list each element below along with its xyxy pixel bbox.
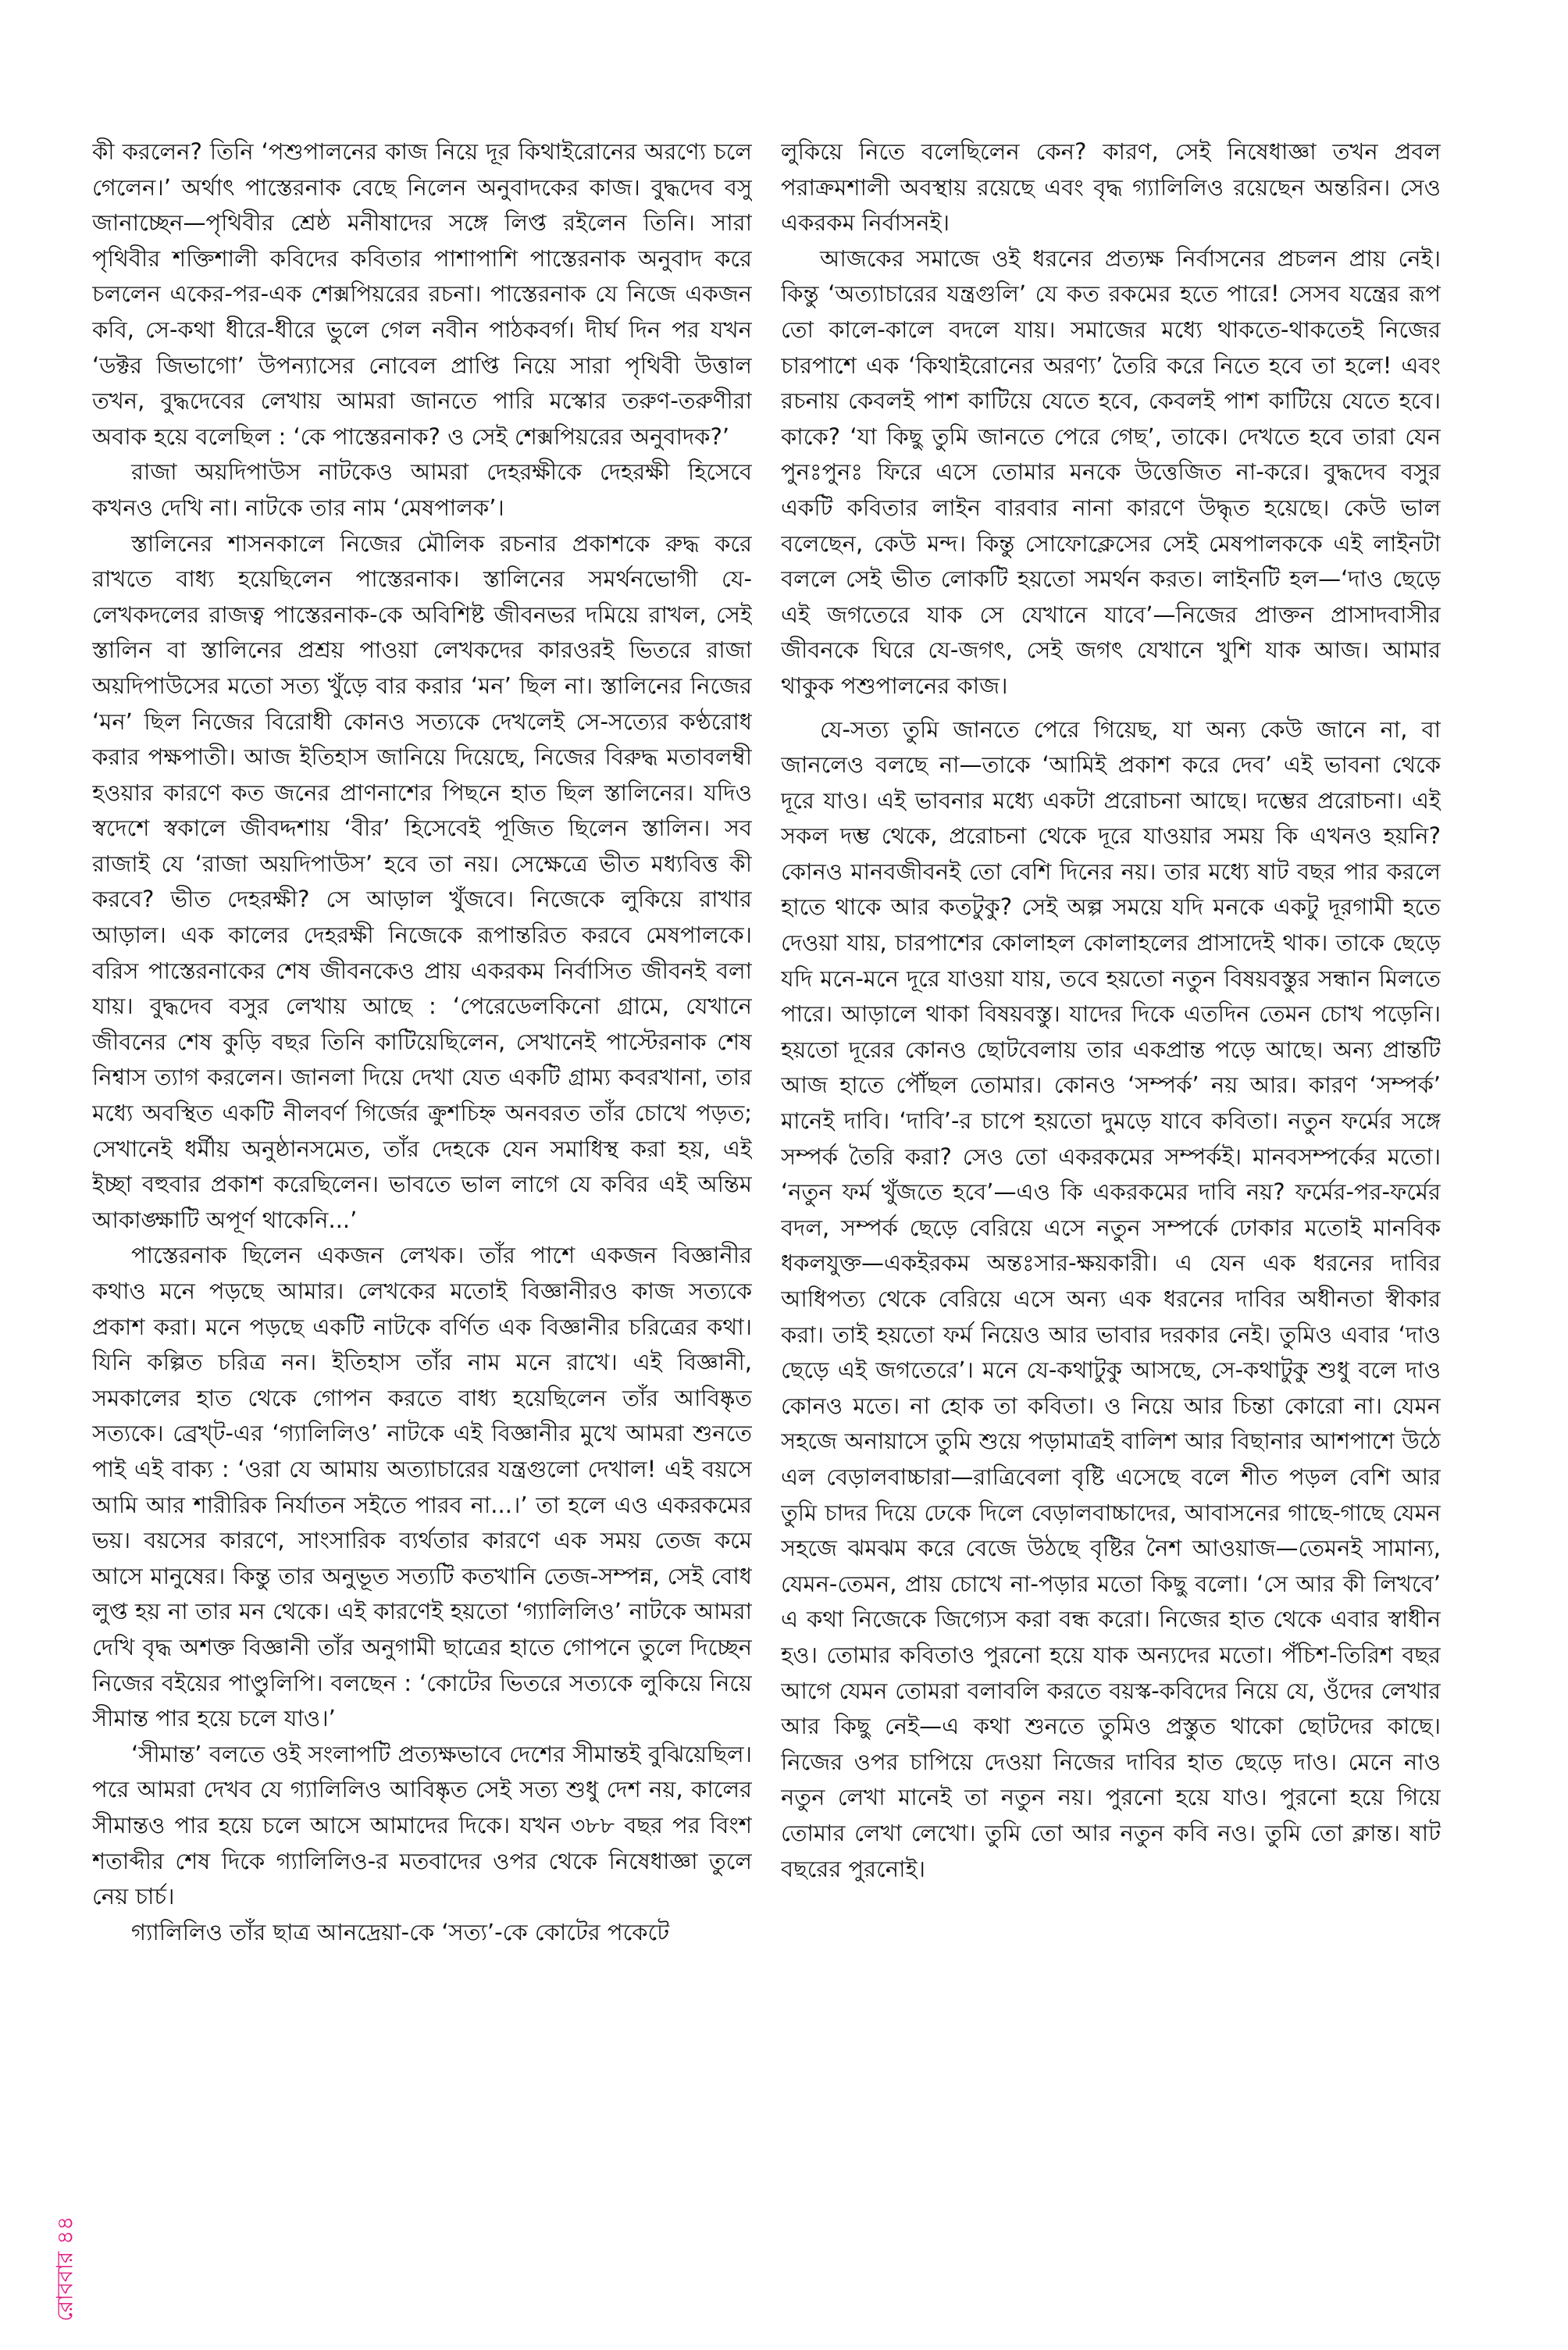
left-text-column (92, 134, 752, 2196)
paragraph: ‘সীমান্ত’ বলতে ওই সংলাপটি প্রত্যক্ষভাবে দেশের সীমান্তই বুঝিয়েছিল। পরে আমরা দেখব যে গ্যালিলিও আবিষ্কৃত সেই সত্য শুধু দেশ নয়, কালের সীমান্তও পার হয়ে চলে আসে আমাদের দিকে। যখন ৩৮৮ বছর পর বিংশ শতাব্দীর শেষ দিকে গ্যালিলিও-র মতবাদের ওপর থেকে নিষেধাজ্ঞা তুলে নেয় চার্চ। (92, 1740, 752, 1910)
paragraph: গ্যালিলিও তাঁর ছাত্র আনদ্রেয়া-কে ‘সত্য’-কে কোটের পকেটে (131, 1918, 670, 1945)
magazine-name: রোববার (52, 2251, 78, 2322)
paragraph: লুকিয়ে নিতে বলেছিলেন কেন? কারণ, সেই নিষেধাজ্ঞা তখন প্রবল পরাক্রমশালী অবস্থায় রয়েছে এবং বৃদ্ধ গ্যালিলিও রয়েছেন অন্তরিন। সেও একরকম নির্বাসনই। (781, 138, 1441, 237)
paragraph: আজকের সমাজে ওই ধরনের প্রত্যক্ষ নির্বাসনের প্রচলন প্রায় নেই। কিন্তু ‘অত্যাচারের যন্ত্রগুলি’ যে কত রকমের হতে পারে! সেসব যন্ত্রের রূপ তো কালে-কালে বদলে যায়। সমাজের মধ্যে থাকতে-থাকতেই নিজের চারপাশে এক ‘কিথাইরোনের অরণ্য’ তৈরি করে নিতে হবে তা হলে! এবং রচনায় কেবলই পাশ কাটিয়ে যেতে হবে, কেবলই পাশ কাটিয়ে যেতে হবে। কাকে? ‘যা কিছু তুমি জানতে পেরে গেছ’, তাকে। দেখতে হবে তারা যেন পুনঃপুনঃ ফিরে এসে তোমার মনকে উত্তেজিত না-করে। বুদ্ধদেব বসুর একটি কবিতার লাইন বারবার নানা কারণে উদ্ধৃত হয়েছে। কেউ ভাল বলেছেন, কেউ মন্দ। কিন্তু সোফোক্লেসের সেই মেষপালককে এই লাইনটা বললে সেই ভীত লোকটি হয়তো সমর্থন করত। লাইনটি হল—‘দাও ছেড়ে এই জগতেরে যাক সে যেখানে যাবে’—নিজের প্রাক্তন প্রাসাদবাসীর জীবনকে ঘিরে যে-জগৎ, সেই জগৎ যেখানে খুশি যাক আজ। আমার থাকুক পশুপালনের কাজ। (781, 244, 1441, 699)
page-number: ৪৪ (52, 2216, 78, 2245)
folio-text (48, 2216, 85, 2322)
paragraph: স্তালিনের শাসনকালে নিজের মৌলিক রচনার প্রকাশকে রুদ্ধ করে রাখতে বাধ্য হয়েছিলেন পাস্তেরনাক। স্তালিনের সমর্থনভোগী যে-লেখকদলের রাজত্ব পাস্তেরনাক-কে অবিশিষ্ট জীবনভর দমিয়ে রাখল, সেই স্তালিন বা স্তালিনের প্রশ্রয় পাওয়া লেখকদের কারওরই ভিতরে রাজা অয়দিপাউসের মতো সত্য খুঁড়ে বার করার ‘মন’ ছিল না। স্তালিনের নিজের ‘মন’ ছিল নিজের বিরোধী কোনও সত্যকে দেখলেই সে-সত্যের কণ্ঠরোধ করার পক্ষপাতী। আজ ইতিহাস জানিয়ে দিয়েছে, নিজের বিরুদ্ধ মতাবলম্বী হওয়ার কারণে কত জনের প্রাণনাশের পিছনে হাত ছিল স্তালিনের। যদিও স্বদেশে স্বকালে জীবদ্দশায় ‘বীর’ হিসেবেই পূজিত ছিলেন স্তালিন। সব রাজাই যে ‘রাজা অয়দিপাউস’ হবে তা নয়। সেক্ষেত্রে ভীত মধ্যবিত্ত কী করবে? ভীত দেহরক্ষী? সে আড়াল খুঁজবে। নিজেকে লুকিয়ে রাখার আড়াল। এক কালের দেহরক্ষী নিজেকে রূপান্তরিত করবে মেষপালকে। বরিস পাস্তেরনাকের শেষ জীবনকেও প্রায় একরকম নির্বাসিত জীবনই বলা যায়। বুদ্ধদেব বসুর লেখায় আছে : ‘পেরেডেলকিনো গ্রামে, যেখানে জীবনের শেষ কুড়ি বছর তিনি কাটিয়েছিলেন, সেখানেই পাস্টেরনাক শেষ নিশ্বাস ত্যাগ করলেন। জানলা দিয়ে দেখা যেত একটি গ্রাম্য কবরখানা, তার মধ্যে অবস্থিত একটি নীলবর্ণ গির্জের ক্রুশচিহ্ন অনবরত তাঁর চোখে পড়ত; সেখানেই ধর্মীয় অনুষ্ঠানসমেত, তাঁর দেহকে যেন সমাধিস্থ করা হয়, এই ইচ্ছা বহুবার প্রকাশ করেছিলেন। ভাবতে ভাল লাগে যে কবির এই অন্তিম আকাঙ্ক্ষাটি অপূর্ণ থাকেনি...’ (92, 530, 752, 1233)
page-folio (47, 2210, 86, 2327)
paragraph: রাজা অয়দিপাউস নাটকেও আমরা দেহরক্ষীকে দেহরক্ষী হিসেবে কখনও দেখি না। নাটকে তার নাম ‘মেষপালক’। (92, 458, 752, 521)
right-text-column (781, 134, 1441, 2196)
paragraph: কী করলেন? তিনি ‘পশুপালনের কাজ নিয়ে দূর কিথাইরোনের অরণ্যে চলে গেলেন।’ অর্থাৎ পাস্তেরনাক বেছে নিলেন অনুবাদকের কাজ। বুদ্ধদেব বসু জানাচ্ছেন—পৃথিবীর শ্রেষ্ঠ মনীষাদের সঙ্গে লিপ্ত রইলেন তিনি। সারা পৃথিবীর শক্তিশালী কবিদের কবিতার পাশাপাশি পাস্তেরনাক অনুবাদ করে চললেন একের-পর-এক শেক্সপিয়রের রচনা। পাস্তেরনাক যে নিজে একজন কবি, সে-কথা ধীরে-ধীরে ভুলে গেল নবীন পাঠকবর্গ। দীর্ঘ দিন পর যখন ‘ডক্টর জিভাগো’ উপন্যাসের নোবেল প্রাপ্তি নিয়ে সারা পৃথিবী উত্তাল তখন, বুদ্ধদেবের লেখায় আমরা জানতে পারি মস্কোর তরুণ-তরুণীরা অবাক হয়ে বলেছিল : ‘কে পাস্তেরনাক? ও সেই শেক্সপিয়রের অনুবাদক?’ (92, 138, 752, 450)
paragraph: পাস্তেরনাক ছিলেন একজন লেখক। তাঁর পাশে একজন বিজ্ঞানীর কথাও মনে পড়ছে আমার। লেখকের মতোই বিজ্ঞানীরও কাজ সত্যকে প্রকাশ করা। মনে পড়ছে একটি নাটকে বর্ণিত এক বিজ্ঞানীর চরিত্রের কথা। যিনি কল্পিত চরিত্র নন। ইতিহাস তাঁর নাম মনে রাখে। এই বিজ্ঞানী, সমকালের হাত থেকে গোপন করতে বাধ্য হয়েছিলেন তাঁর আবিষ্কৃত সত্যকে। ব্রেখ্‌ট-এর ‘গ্যালিলিও’ নাটকে এই বিজ্ঞানীর মুখে আমরা শুনতে পাই এই বাক্য : ‘ওরা যে আমায় অত্যাচারের যন্ত্রগুলো দেখাল! এই বয়সে আমি আর শারীরিক নির্যাতন সইতে পারব না...।’ তা হলে এও একরকমের ভয়। বয়সের কারণে, সাংসারিক ব্যর্থতার কারণে এক সময় তেজ কমে আসে মানুষের। কিন্তু তার অনুভূত সত্যটি কতখানি তেজ-সম্পন্ন, সেই বোধ লুপ্ত হয় না তার মন থেকে। এই কারণেই হয়তো ‘গ্যালিলিও’ নাটকে আমরা দেখি বৃদ্ধ অশক্ত বিজ্ঞানী তাঁর অনুগামী ছাত্রের হাতে গোপনে তুলে দিচ্ছেন নিজের বইয়ের পাণ্ডুলিপি। বলছেন : ‘কোটের ভিতরে সত্যকে লুকিয়ে নিয়ে সীমান্ত পার হয়ে চলে যাও।’ (92, 1242, 752, 1732)
paragraph: যে-সত্য তুমি জানতে পেরে গিয়েছ, যা অন্য কেউ জানে না, বা জানলেও বলছে না—তাকে ‘আমিই প্রকাশ করে দেব’ এই ভাবনা থেকে দূরে যাও। এই ভাবনার মধ্যে একটা প্ররোচনা আছে। দম্ভের প্ররোচনা। এই সকল দম্ভ থেকে, প্ররোচনা থেকে দূরে যাওয়ার সময় কি এখনও হয়নি? কোনও মানবজীবনই তো বেশি দিনের নয়। তার মধ্যে ষাট বছর পার করলে হাতে থাকে আর কতটুকু? সেই অল্প সময়ে যদি মনকে একটু দূরগামী হতে দেওয়া যায়, চারপাশের কোলাহল কোলাহলের প্রাসাদেই থাক। তাকে ছেড়ে যদি মনে-মনে দূরে যাওয়া যায়, তবে হয়তো নতুন বিষয়বস্তুর সন্ধান মিলতে পারে। আড়ালে থাকা বিষয়বস্তু। যাদের দিকে এতদিন তেমন চোখ পড়েনি। হয়তো দূরের কোনও ছোটবেলায় তার একপ্রান্ত পড়ে আছে। অন্য প্রান্তটি আজ হাতে পৌঁছল তোমার। কোনও ‘সম্পর্ক’ নয় আর। কারণ ‘সম্পর্ক’ মানেই দাবি। ‘দাবি’-র চাপে হয়তো দুমড়ে যাবে কবিতা। নতুন ফর্মের সঙ্গে সম্পর্ক তৈরি করা? সেও তো একরকমের সম্পর্কই। মানবসম্পর্কের মতো। ‘নতুন ফর্ম খুঁজতে হবে’—এও কি একরকমের দাবি নয়? ফর্মের-পর-ফর্মের বদল, সম্পর্ক ছেড়ে বেরিয়ে এসে নতুন সম্পর্কে ঢোকার মতোই মানবিক ধকলযুক্ত—একইরকম অন্তঃসার-ক্ষয়কারী। এ যেন এক ধরনের দাবির আধিপত্য থেকে বেরিয়ে এসে অন্য এক ধরনের দাবির অধীনতা স্বীকার করা। তাই হয়তো ফর্ম নিয়েও আর ভাবার দরকার নেই। তুমিও এবার ‘দাও ছেড়ে এই জগতেরে’। মনে যে-কথাটুকু আসছে, সে-কথাটুকু শুধু বলে দাও কোনও মতে। না হোক তা কবিতা। ও নিয়ে আর চিন্তা কোরো না। যেমন সহজে অনায়াসে তুমি শুয়ে পড়ামাত্রই বালিশ আর বিছানার আশপাশে উঠে এল বেড়ালবাচ্চারা—রাত্রিবেলা বৃষ্টি এসেছে বলে শীত পড়ল বেশি আর তুমি চাদর দিয়ে ঢেকে দিলে বেড়ালবাচ্চাদের, আবাসনের গাছে-গাছে যেমন সহজে ঝমঝম করে বেজে উঠছে বৃষ্টির নৈশ আওয়াজ—তেমনই সামান্য, যেমন-তেমন, প্রায় চোখে না-পড়ার মতো কিছু বলো। ‘সে আর কী লিখবে’ এ কথা নিজেকে জিগ্যেস করা বন্ধ করো। নিজের হাত থেকে এবার স্বাধীন হও। তোমার কবিতাও পুরনো হয়ে যাক অন্যদের মতো। পঁচিশ-তিরিশ বছর আগে যেমন তোমরা বলাবলি করতে বয়স্ক-কবিদের নিয়ে যে, ওঁদের লেখার আর কিছু নেই—এ কথা শুনতে তুমিও প্রস্তুত থাকো ছোটদের কাছে। নিজের ওপর চাপিয়ে দেওয়া নিজের দাবির হাত ছেড়ে দাও। মেনে নাও নতুন লেখা মানেই তা নতুন নয়। পুরনো হয়ে যাও। পুরনো হয়ে গিয়ে তোমার লেখা লেখো। তুমি তো আর নতুন কবি নও। তুমি তো ক্লান্ত। ষাট বছরের পুরনোই। (781, 715, 1441, 1882)
